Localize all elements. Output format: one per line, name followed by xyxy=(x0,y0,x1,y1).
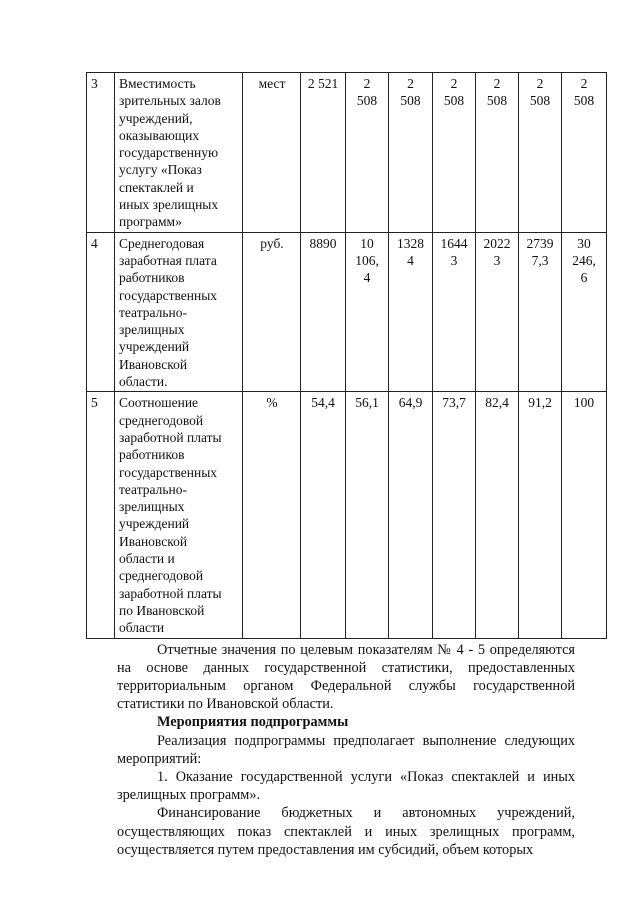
indicator-name-cell: Соотношение среднегодовой заработной платы работников государственных театрально- зрелищных учреждений Ивановской области и среднегодовой заработной платы по Ивановской области xyxy=(115,392,243,638)
indicator-name-cell: Среднегодовая заработная плата работников государственных театрально- зрелищных учреждений Ивановской области. xyxy=(115,232,243,392)
paragraph-reporting-values: Отчетные значения по целевым показателям № 4 - 5 определяются на основе данных государственной статистики, предоставленных территориальным органом Федеральной службы государственной статистики по Ивановской области. xyxy=(117,641,575,713)
table-row xyxy=(87,392,607,638)
paragraph-measure-1: 1. Оказание государственной услуги «Показ спектаклей и иных зрелищных программ». xyxy=(117,768,575,804)
indicator-name-cell: Вместимость зрительных залов учреждений, оказывающих государственную услугу «Показ спектаклей и иных зрелищных программ» xyxy=(115,73,243,233)
value-cell: 100 xyxy=(562,392,607,638)
value-cell: 1328 4 xyxy=(389,232,433,392)
value-cell: 1644 3 xyxy=(433,232,476,392)
value-cell: 54,4 xyxy=(301,392,346,638)
value-cell: 2 508 xyxy=(346,73,389,233)
page-content xyxy=(86,72,606,859)
value-cell: 8890 xyxy=(301,232,346,392)
value-cell: 2739 7,3 xyxy=(519,232,562,392)
row-number-cell: 3 xyxy=(87,73,115,233)
paragraph-implementation: Реализация подпрограммы предполагает выполнение следующих мероприятий: xyxy=(117,732,575,767)
row-number-cell: 4 xyxy=(87,232,115,392)
document-body xyxy=(117,641,575,859)
value-cell: 64,9 xyxy=(389,392,433,638)
value-cell: 10 106, 4 xyxy=(346,232,389,392)
paragraph-financing: Финансирование бюджетных и автономных учреждений, осуществляющих показ спектаклей и иных зрелищных программ, осуществляется путем предоставления им субсидий, объем которых xyxy=(117,805,575,858)
value-cell: 2 508 xyxy=(389,73,433,233)
value-cell: 2022 3 xyxy=(476,232,519,392)
indicators-table xyxy=(86,72,607,639)
table-row xyxy=(87,232,607,392)
value-cell: 2 508 xyxy=(433,73,476,233)
value-cell: 30 246, 6 xyxy=(562,232,607,392)
row-number-cell: 5 xyxy=(87,392,115,638)
value-cell: 73,7 xyxy=(433,392,476,638)
unit-cell: мест xyxy=(243,73,301,233)
value-cell: 91,2 xyxy=(519,392,562,638)
section-heading: Мероприятия подпрограммы xyxy=(157,714,349,731)
value-cell: 82,4 xyxy=(476,392,519,638)
table-row xyxy=(87,73,607,233)
value-cell: 2 521 xyxy=(301,73,346,233)
value-cell: 2 508 xyxy=(519,73,562,233)
unit-cell: % xyxy=(243,392,301,638)
value-cell: 2 508 xyxy=(476,73,519,233)
value-cell: 2 508 xyxy=(562,73,607,233)
value-cell: 56,1 xyxy=(346,392,389,638)
unit-cell: руб. xyxy=(243,232,301,392)
